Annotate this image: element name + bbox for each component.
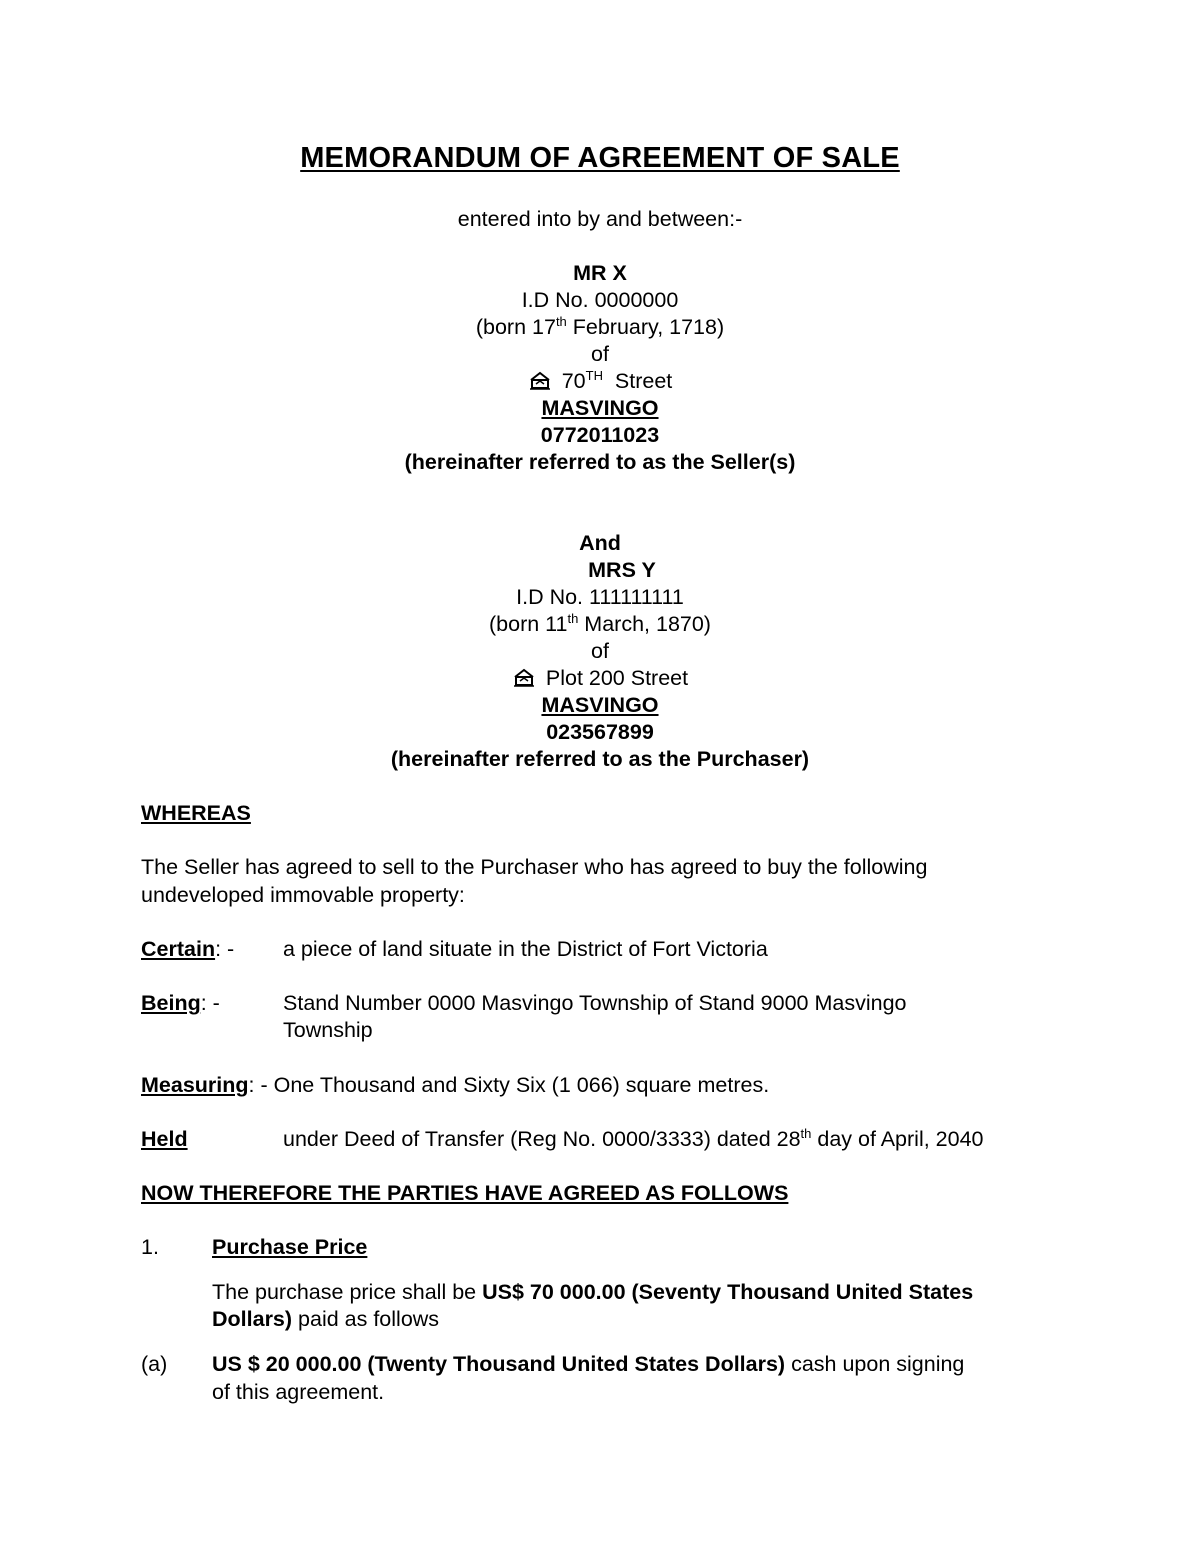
page-title: MEMORANDUM OF AGREEMENT OF SALE bbox=[300, 142, 900, 174]
certain-value: a piece of land situate in the District of Fort Victoria bbox=[283, 937, 768, 961]
seller-born: (born 17th February, 1718) bbox=[475, 313, 725, 339]
whereas-line-1: The Seller has agreed to sell to the Purchaser who has agreed to buy the following bbox=[141, 855, 928, 879]
seller-id: I.D No. 0000000 bbox=[521, 288, 679, 312]
clause-heading: Purchase Price bbox=[212, 1235, 368, 1259]
sub-clause-a-line-2: of this agreement. bbox=[212, 1380, 385, 1404]
purchaser-phone: 023567899 bbox=[546, 720, 654, 744]
and-separator: And bbox=[579, 531, 621, 555]
certain-label: Certain: - bbox=[141, 937, 235, 961]
whereas-line-2: undeveloped immovable property: bbox=[141, 883, 465, 907]
purchaser-of: of bbox=[591, 639, 609, 663]
being-value-line-2: Township bbox=[283, 1018, 373, 1042]
whereas-heading: WHEREAS bbox=[141, 801, 251, 825]
measuring-line: Measuring: - One Thousand and Sixty Six (1 066) square metres. bbox=[141, 1073, 770, 1097]
purchaser-name: MRS Y bbox=[588, 558, 656, 582]
purchase-price-line-1: The purchase price shall be US$ 70 000.00 (Seventy Thousand United States bbox=[212, 1280, 974, 1304]
mailbox-icon bbox=[528, 370, 552, 390]
held-value: under Deed of Transfer (Reg No. 0000/3333) dated 28th day of April, 2040 bbox=[283, 1125, 984, 1151]
mailbox-icon bbox=[512, 667, 536, 687]
seller-of: of bbox=[591, 342, 609, 366]
sub-clause-marker: (a) bbox=[141, 1352, 168, 1376]
held-label: Held bbox=[141, 1127, 188, 1151]
purchase-price-line-2: Dollars) paid as follows bbox=[212, 1307, 440, 1331]
intro-text: entered into by and between:- bbox=[457, 207, 743, 231]
seller-name: MR X bbox=[573, 261, 627, 285]
being-value-line-1: Stand Number 0000 Masvingo Township of Stand 9000 Masvingo bbox=[283, 991, 907, 1015]
purchaser-role: (hereinafter referred to as the Purchaser) bbox=[390, 747, 810, 771]
seller-phone: 0772011023 bbox=[540, 423, 660, 447]
clause-number: 1. bbox=[141, 1235, 159, 1259]
being-label: Being: - bbox=[141, 991, 220, 1015]
purchaser-address: Plot 200 Street bbox=[0, 666, 1200, 691]
seller-address: 70TH Street bbox=[0, 369, 1200, 394]
seller-city: MASVINGO bbox=[541, 396, 659, 420]
sub-clause-a-line-1: US $ 20 000.00 (Twenty Thousand United States Dollars) cash upon signing bbox=[212, 1352, 965, 1376]
now-therefore-heading: NOW THEREFORE THE PARTIES HAVE AGREED AS FOLLOWS bbox=[141, 1181, 789, 1205]
seller-role: (hereinafter referred to as the Seller(s) bbox=[404, 450, 796, 474]
purchaser-born: (born 11th March, 1870) bbox=[489, 610, 711, 636]
purchaser-city: MASVINGO bbox=[541, 693, 659, 717]
purchaser-id: I.D No. 111111111 bbox=[516, 585, 684, 609]
